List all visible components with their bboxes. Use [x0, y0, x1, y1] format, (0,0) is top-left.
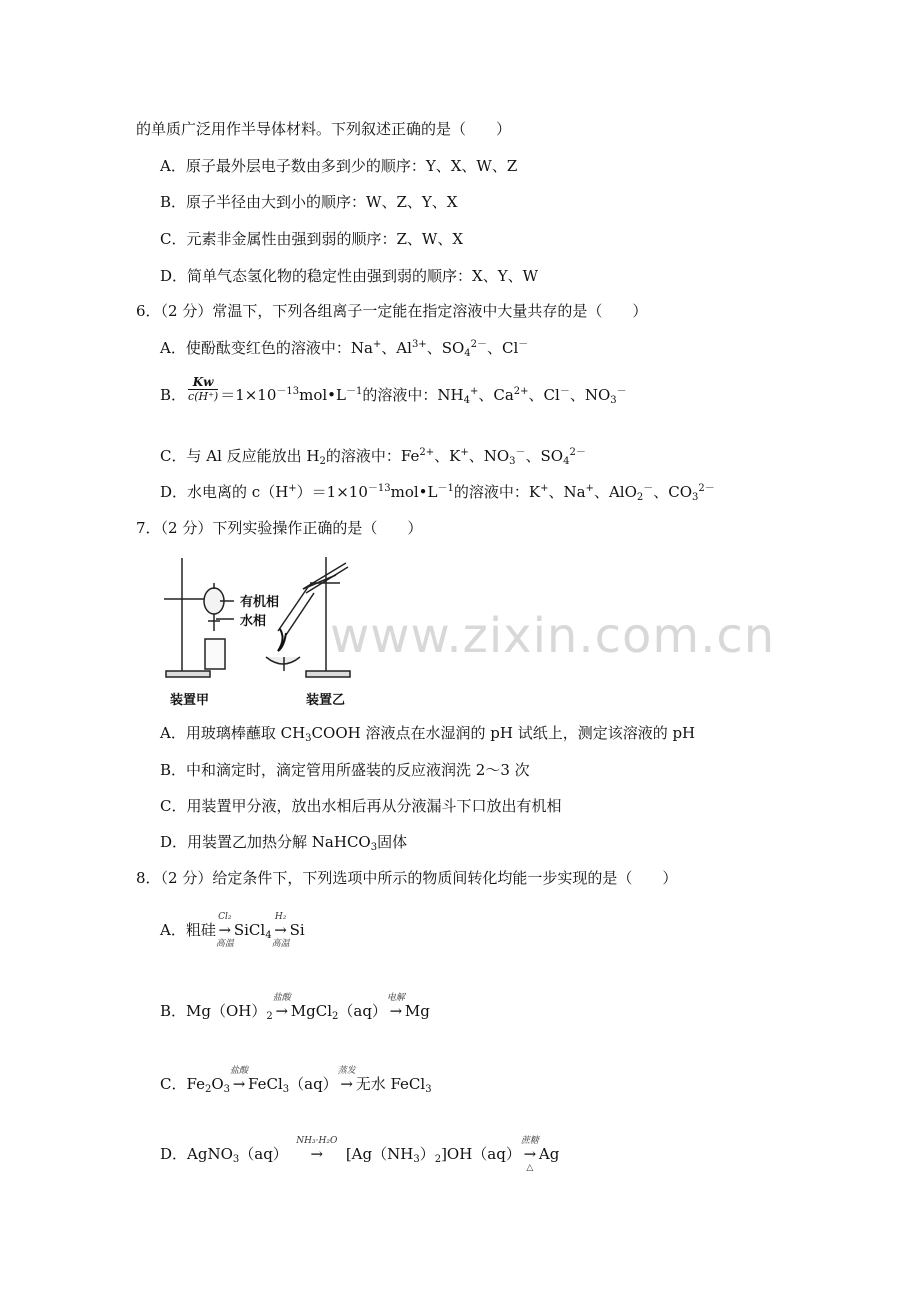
watermark: www.zixin.com.cn: [330, 608, 776, 664]
arrow-hydrogen: H₂ → 高温: [271, 912, 290, 949]
caption-apparatus-b: 装置乙: [306, 693, 346, 708]
arrow-hcl: 盐酸 →: [272, 993, 291, 1020]
q8-option-c: C．$Fe_2O_3$ 盐酸 → FeCl$_3$（aq） 蒸发 → 无水 FeCl$_3$: [160, 1066, 432, 1095]
q6-option-a: A．使酚酞变红色的溶液中：Na+、$Al^{3+}$、$SO_4^{2-}$、Cl－: [160, 339, 529, 359]
q5-option-b: B．原子半径由大到小的顺序：W、Z、Y、X: [160, 193, 458, 211]
arrow-ammonia: NH₃·H₂O →: [296, 1136, 338, 1163]
label-water-phase: 水相: [240, 614, 267, 629]
arrow-evaporate: 蒸发 →: [337, 1066, 356, 1093]
q8-stem: 8．（2 分）给定条件下，下列选项中所示的物质间转化均能一步实现的是（ ）: [136, 869, 678, 887]
arrow-hcl-c: 盐酸 →: [230, 1066, 249, 1093]
separatory-funnel-setup: [164, 558, 234, 677]
label-organic-phase: 有机相: [240, 595, 280, 610]
q8-option-a: A．粗硅 Cl₂ → 高温 SiCl$_4$ H₂ → 高温 Si: [160, 912, 305, 949]
q5-option-d: D．简单气态氢化物的稳定性由强到弱的顺序：X、Y、W: [160, 267, 539, 285]
q6-option-c: C．与 Al 反应能放出 $H_2$的溶液中：$Fe^{2+}$、K+、$NO_3^-$、$SO_4^{2-}$: [160, 447, 586, 467]
arrow-sucrose: 蔗糖 → △: [520, 1136, 539, 1173]
q5-option-a: A．原子最外层电子数由多到少的顺序：Y、X、W、Z: [160, 157, 518, 175]
apparatus-figure: [158, 553, 358, 717]
arrow-electrolysis: 电解 →: [386, 993, 405, 1020]
caption-apparatus-a: 装置甲: [170, 693, 210, 708]
q5-option-c: C．元素非金属性由强到弱的顺序：Z、W、X: [160, 230, 463, 248]
arrow-chlorine: Cl₂ → 高温: [215, 912, 234, 949]
q8-option-d: D．AgNO$_3$（aq） NH₃·H₂O → $[Ag(NH_3)_2]OH(aq)$ 蔗糖 → △ Ag: [160, 1136, 560, 1173]
q8-option-b: B．$Mg(OH)_2$ 盐酸 → MgCl$_2$（aq） 电解 → Mg: [160, 993, 430, 1022]
q5-intro: 的单质广泛用作半导体材料。下列叙述正确的是（ ）: [136, 120, 512, 138]
q6-option-b: B． $\frac{Kw}{c(H^+)}$ $=1\times 10^{-13}mol•L^{-1}$的溶液中：$NH_4^+$、$Ca^{2+}$、Cl－、$NO_3^-$: [160, 374, 627, 406]
q7-option-a: A．用玻璃棒蘸取 $CH_3COOH$ 溶液点在水湿润的 pH 试纸上，测定该溶液的 pH: [160, 724, 696, 744]
kw-fraction: $\frac{Kw}{c(H^+)}$: [188, 374, 219, 403]
q7-option-c: C．用装置甲分液，放出水相后再从分液漏斗下口放出有机相: [160, 797, 562, 815]
q6-option-d: D．水电离的 $c(H^+)=1\times 10^{-13}mol•L^{-1}$的溶液中：K+、Na+、AlO$_2$－、$CO_3^{2-}$: [160, 483, 715, 503]
q7-option-d: D．用装置乙加热分解 NaHCO$_3$固体: [160, 833, 408, 853]
q7-option-b: B．中和滴定时，滴定管用所盛装的反应液润洗 2～3 次: [160, 761, 530, 779]
q6-stem: 6．（2 分）常温下，下列各组离子一定能在指定溶液中大量共存的是（ ）: [136, 302, 648, 320]
q7-stem: 7．（2 分）下列实验操作正确的是（ ）: [136, 519, 423, 537]
